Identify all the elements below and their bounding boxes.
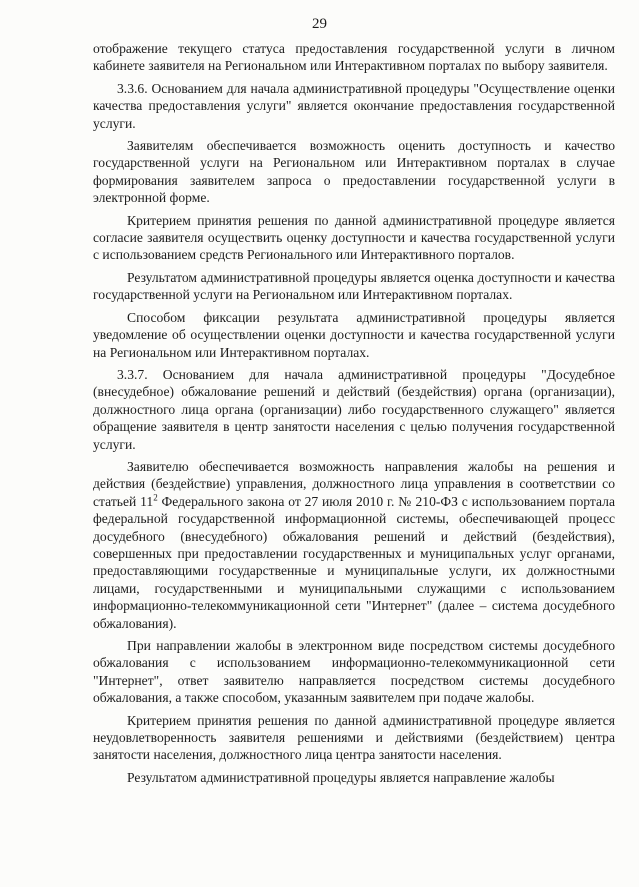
page-number: 29 — [312, 16, 327, 32]
paragraph-section-3-3-6: 3.3.6. Основанием для начала административной процедуры "Осуществление оценки качества предоставления услуги" является окончание предоставления государственной услуги. — [93, 80, 615, 131]
paragraph: Результатом административной процедуры является оценка доступности и качества государственной услуги на Региональном или Интерактивном порталах. — [93, 269, 615, 303]
paragraph-complaint — [93, 458, 615, 632]
paragraph: отображение текущего статуса предоставления государственной услуги в личном кабинете заявителя на Региональном или Интерактивном порталах по выбору заявителя. — [93, 41, 615, 74]
paragraph: Критерием принятия решения по данной административной процедуре является согласие заявителя осуществить оценку доступности и качества государственной услуги с использованием средств Регионального или Интерактивного порталов. — [93, 212, 615, 263]
paragraph-section-3-3-7: 3.3.7. Основанием для начала административной процедуры "Досудебное (внесудебное) обжалование решений и действий (бездействия) органа (организации), должностного лица органа (организации) либо государственного служащего" является обращение заявителя в центр занятости населения с целью получения государственной услуги. — [93, 366, 615, 452]
paragraph-text: Заявителю обеспечивается возможность направления жалобы на решения и действия (бездействие) управления, должностного лица управления в соответствии со статьей 11 — [93, 458, 615, 509]
paragraph-text: Федерального закона от 27 июля 2010 г. № 210-ФЗ с использованием портала федеральной государственной информационной системы, обеспечивающей процесс досудебного (внесудебного) обжалования решений и действий (бездействия), совершенных при предоставлении государственных и муниципальных услуг органами, предоставляющими государственные и муниципальные услуги, их должностными лицами, государственными и муниципальными служащими с использованием информационно-телекоммуникационной сети "Интернет" (далее – система досудебного обжалования). — [93, 493, 615, 631]
paragraph: Способом фиксации результата административной процедуры является уведомление об осуществлении оценки доступности и качества государственной услуги на Региональном или Интерактивном порталах. — [93, 309, 615, 360]
superscript: 2 — [153, 492, 158, 503]
paragraph: При направлении жалобы в электронном виде посредством системы досудебного обжалования с использованием информационно-телекоммуникационной сети "Интернет", ответ заявителю направляется посредством системы досудебного обжалования, а также способом, указанным заявителем при подаче жалобы. — [93, 638, 615, 706]
paragraph: Результатом административной процедуры является направление жалобы — [127, 769, 555, 785]
paragraph: Критерием принятия решения по данной административной процедуре является неудовлетворенность заявителя решениями и действиями (бездействием) центра занятости населения, должностного лица центра занятости населения. — [93, 712, 615, 763]
document-body — [93, 40, 615, 791]
paragraph: Заявителям обеспечивается возможность оценить доступность и качество государственной услуги на Региональном или Интерактивном порталах в случае формирования заявителем запроса о предоставлении государственной услуги в электронной форме. — [93, 138, 615, 206]
